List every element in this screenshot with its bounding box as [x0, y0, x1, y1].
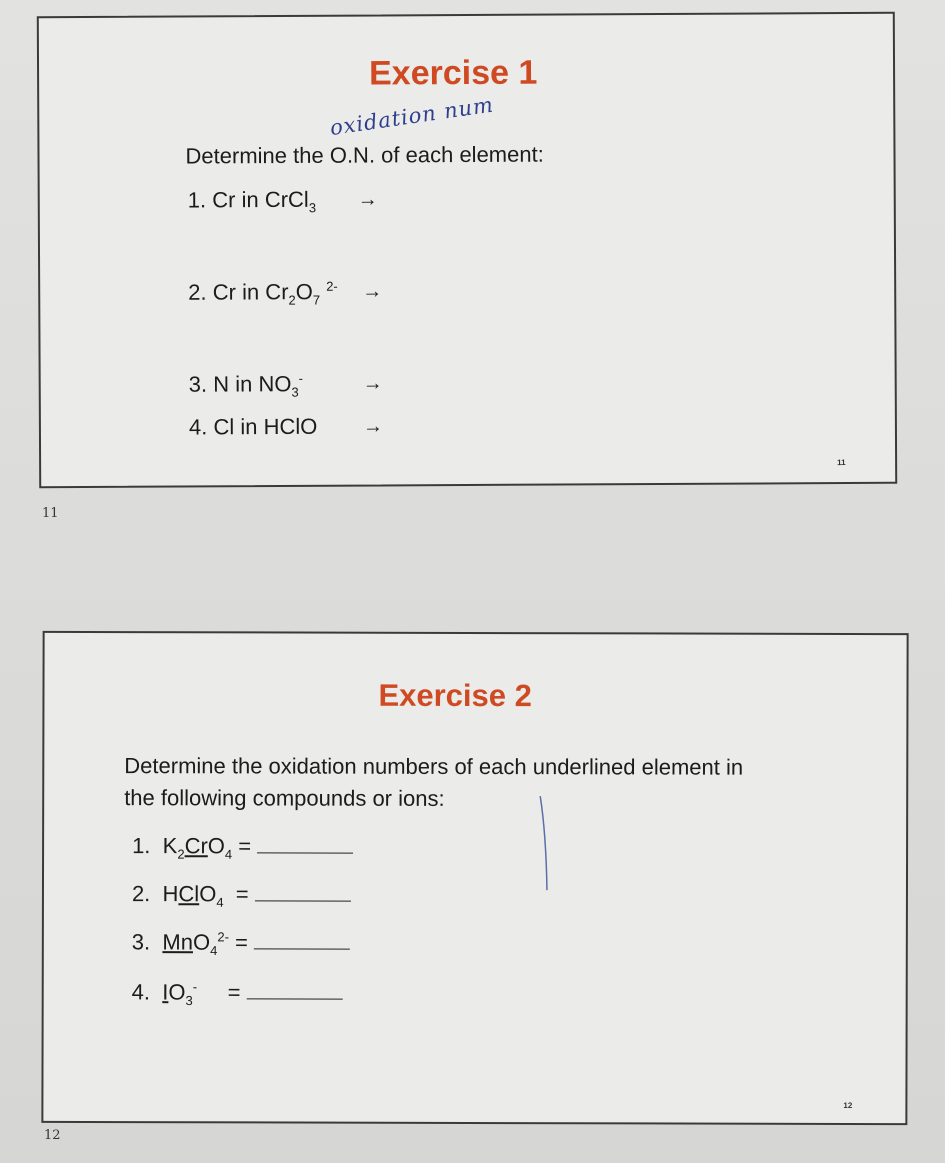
exercise-2-item-3: 3. MnO$_4^{2-}$ =: [132, 929, 350, 958]
exercise-1-prompt: Determine the O.N. of each element:: [185, 141, 544, 169]
arrow-2: →: [362, 280, 383, 303]
slide-number-2: 12: [843, 1100, 853, 1110]
slide-exercise-2: [41, 631, 908, 1125]
exercise-2-title: Exercise 2: [378, 677, 532, 714]
handwritten-note: oxidation num: [328, 92, 496, 141]
arrow-4: →: [362, 415, 383, 438]
exercise-2-item-4: 4. $IO_3^-$ =: [132, 979, 343, 1008]
exercise-2-item-1: 1. $K_2CrO_4$ =: [132, 833, 353, 862]
exercise-2-prompt-line-1: Determine the oxidation numbers of each underlined element in: [124, 753, 744, 780]
arrow-1: →: [357, 188, 378, 211]
arrow-3: →: [362, 372, 383, 395]
answer-blank-4[interactable]: [247, 981, 343, 1000]
page-label-12: 12: [44, 1128, 61, 1143]
slide-number: 11: [837, 458, 846, 468]
page-label-11: 11: [42, 506, 59, 521]
slide-exercise-1: [37, 12, 897, 488]
exercise-1-title: Exercise 1: [368, 53, 538, 93]
answer-blank-3[interactable]: [254, 931, 350, 950]
exercise-1-item-3: 3. N in $NO_3^-$: [188, 370, 304, 400]
pen-mark: [538, 794, 552, 894]
exercise-2-prompt-line-2: the following compounds or ions:: [124, 785, 445, 811]
exercise-1-item-2: 2. Cr in $Cr_2O_7$ $^{2-}$: [188, 278, 338, 308]
exercise-2-item-2: 2. HClO$_4$ =: [132, 881, 351, 910]
exercise-1-item-4: 4. Cl in HClO: [188, 413, 318, 440]
exercise-1-item-1: 1. Cr in CrCl$_3$: [187, 186, 317, 216]
answer-blank-1[interactable]: [257, 834, 353, 853]
answer-blank-2[interactable]: [255, 882, 351, 901]
